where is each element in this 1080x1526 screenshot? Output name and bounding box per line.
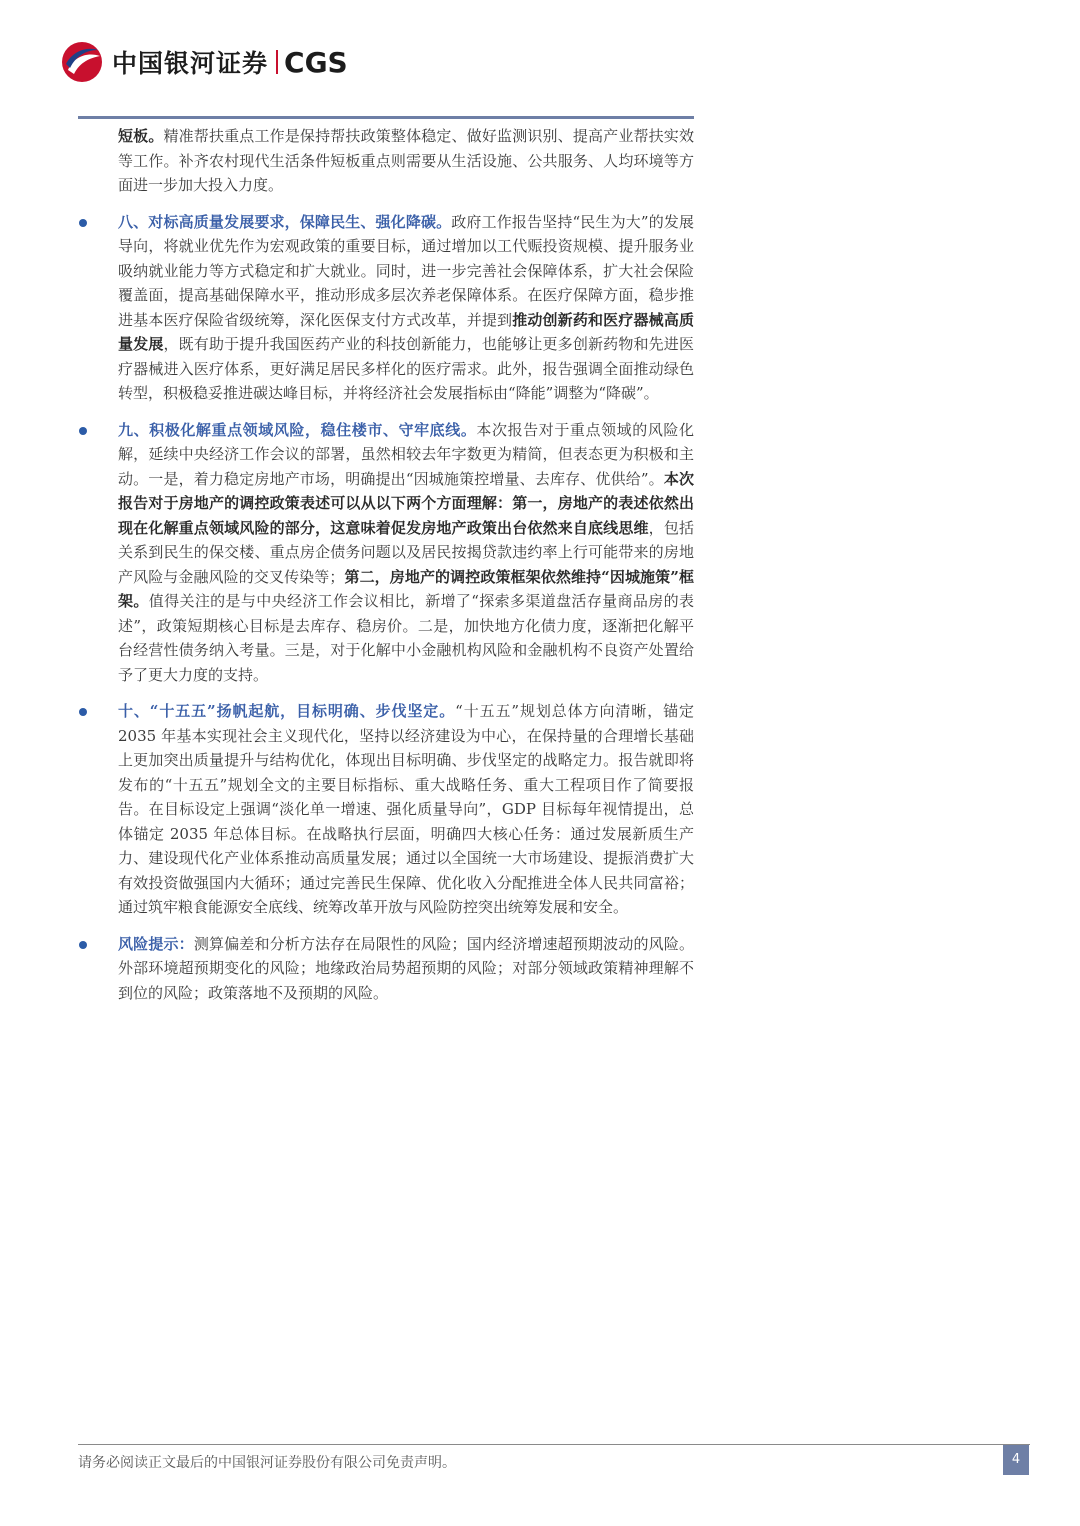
paragraph-text: 精准帮扶重点工作是保持帮扶政策整体稳定、做好监测识别、提高产业帮扶实效等工作。补齐农村现代生活条件短板重点则需要从生活设施、公共服务、人均环境等方面进一步加大投入力度。 (118, 127, 694, 194)
body-paragraph (78, 932, 694, 1006)
paragraph-text: 本次报告对于重点领域的风险化解，延续中央经济工作会议的部署，虽然相较去年字数更为精简，但表态更为积极和主动。一是，着力稳定房地产市场，明确提出“因城施策控增量、去库存、优供给”。 (118, 420, 694, 488)
page-number: 4 (1003, 1445, 1029, 1475)
body-paragraph (78, 210, 694, 406)
brand-name-en: CGS (284, 45, 348, 79)
paragraph-text: 测算偏差和分析方法存在局限性的风险；国内经济增速超预期波动的风险。外部环境超预期变化的风险；地缘政治局势超预期的风险；对部分领域政策精神理解不到位的风险；政策落地不及预期的风险。 (118, 934, 694, 1002)
body-paragraph (78, 124, 694, 198)
section-heading: 九、积极化解重点领域风险，稳住楼市、守牢底线。 (118, 420, 477, 439)
bullet-icon (79, 427, 87, 435)
section-heading: 八、对标高质量发展要求，保障民生、强化降碳。 (118, 212, 452, 231)
paragraph-text: ，包括关系到民生的保交楼、重点房企债务问题以及居民按揭贷款违约率上行可能带来的房地产风险与金融风险的交叉传染等； (118, 518, 694, 586)
body-paragraph (78, 699, 694, 920)
brand-divider (276, 50, 278, 74)
bold-text: 推动创新药和医疗器械高质量发展 (118, 310, 694, 353)
section-heading: 风险提示： (118, 934, 194, 953)
bold-text: 短板。 (118, 127, 164, 145)
paragraph-text: “十五五”规划总体方向清晰，锚定 2035 年基本实现社会主义现代化，坚持以经济建设为中心，在保持量的合理增长基础上更加突出质量提升与结构优化，体现出目标明确、步伐坚定的战略定力。报告就即将发布的“十五五”规划全文的主要目标指标、重大战略任务、重大工程项目作了简要报告。在目标设定上强调“淡化单一增速、强化质量导向”，GDP 目标每年视情提出，总体锚定 2035 年总体目标。在战略执行层面，明确四大核心任务：通过发展新质生产力、建设现代化产业体系推动高质量发展；通过以全国统一大市场建设、提振消费扩大有效投资做强国内大循环；通过完善民生保障、优化收入分配推进全体人民共同富裕；通过筑牢粮食能源安全底线、统筹改革开放与风险防控突出统筹发展和安全。 (118, 702, 695, 916)
cgs-logo-icon (60, 40, 104, 84)
bullet-icon (79, 708, 87, 716)
bullet-icon (79, 219, 87, 227)
section-heading: 十、“十五五”扬帆起航，目标明确、步伐坚定。 (118, 702, 456, 720)
report-body (78, 124, 694, 1017)
bullet-icon (79, 941, 87, 949)
body-paragraph (78, 418, 694, 688)
header-rule (78, 116, 694, 119)
header (60, 38, 348, 86)
paragraph-text: 政府工作报告坚持“民生为大”的发展导向，将就业优先作为宏观政策的重要目标，通过增加以工代赈投资规模、提升服务业吸纳就业能力等方式稳定和扩大就业。同时，进一步完善社会保障体系，扩大社会保险覆盖面，提高基础保障水平，推动形成多层次养老保障体系。在医疗保障方面，稳步推进基本医疗保险省级统筹，深化医保支付方式改革，并提到 (118, 212, 694, 329)
footer-rule (78, 1444, 1030, 1445)
paragraph-text: 值得关注的是与中央经济工作会议相比，新增了“探索多渠道盘活存量商品房的表述”，政策短期核心目标是去库存、稳房价。二是，加快地方化债力度，逐渐把化解平台经营性债务纳入考量。三是，对于化解中小金融机构风险和金融机构不良资产处置给予了更大力度的支持。 (118, 592, 694, 684)
bold-text: 本次报告对于房地产的调控政策表述可以从以下两个方面理解：第一，房地产的表述依然出现在化解重点领域风险的部分，这意味着促发房地产政策出台依然来自底线思维 (118, 469, 694, 537)
footer-disclaimer: 请务必阅读正文最后的中国银河证券股份有限公司免责声明。 (78, 1455, 456, 1471)
bold-text: 第二，房地产的调控政策框架依然维持“因城施策”框架。 (118, 567, 694, 610)
brand-name-cn: 中国银河证券 (112, 49, 269, 78)
paragraph-text: ，既有助于提升我国医药产业的科技创新能力，也能够让更多创新药物和先进医疗器械进入医疗体系，更好满足居民多样化的医疗需求。此外，报告强调全面推动绿色转型，积极稳妥推进碳达峰目标，并将经济社会发展指标由“降能”调整为“降碳”。 (118, 335, 694, 402)
